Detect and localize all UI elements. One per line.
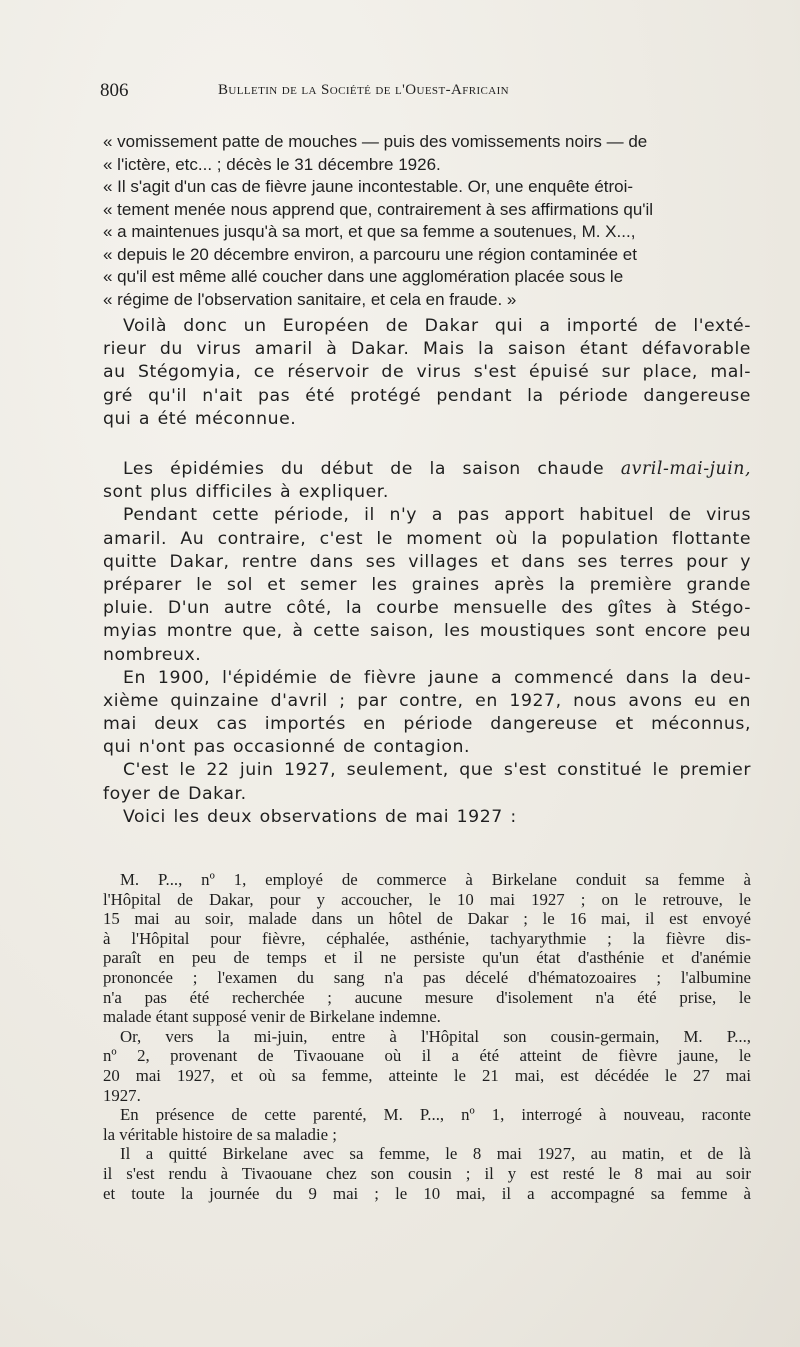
quote-line: « tement menée nous apprend que, contrairement à ses affirmations qu'il (103, 199, 654, 219)
observation-line: l'Hôpital de Dakar, pour y accoucher, le 10 mai 1927 ; on le retrouve, le (103, 889, 751, 909)
quoted-report (103, 131, 751, 311)
observation-line: prononcée ; l'examen du sang n'a pas décelé d'hématozoaires ; l'albumine (103, 967, 751, 987)
paragraph-line: Pendant cette période, il n'y a pas apport habituel de virus (123, 505, 751, 526)
observation-line: 20 mai 1927, et où sa femme, atteinte le 21 mai, est décédée le 27 mai (103, 1065, 751, 1085)
paragraph-epidemics (103, 458, 751, 829)
observation-line: et toute la journée du 9 mai ; le 10 mai, il a accompagné sa femme à (103, 1183, 751, 1203)
paragraph-line: mai deux cas importés en période dangereuse et méconnus, (103, 714, 751, 735)
paragraph-line: au Stégomyia, ce réservoir de virus s'est épuisé sur place, mal- (103, 362, 751, 383)
quote-line: « qu'il est même allé coucher dans une agglomération placée sous le (103, 267, 624, 286)
observation-line: la véritable histoire de sa maladie ; (103, 1124, 337, 1144)
running-title: Bulletin de la Société de l'Ouest-Africain (218, 82, 510, 98)
paragraph-line: qui n'ont pas occasionné de contagion. (103, 737, 471, 758)
paragraph-line: gré qu'il n'ait pas été protégé pendant la période dangereuse (103, 385, 751, 406)
paragraph-line: rieur du virus amaril à Dakar. Mais la saison étant défavorable (103, 339, 751, 360)
paragraph-line: quitte Dakar, rentre dans ses villages et dans ses terres pour y (103, 551, 751, 572)
paragraph-line: nombreux. (103, 644, 202, 665)
paragraph-line: En 1900, l'épidémie de fièvre jaune a commencé dans la deu- (123, 667, 751, 688)
observation-line: n'a pas été recherchée ; aucune mesure d'isolement n'a été prise, le (103, 987, 751, 1007)
paragraph-line: Voilà donc un Européen de Dakar qui a importé de l'exté- (123, 316, 751, 336)
paragraph-line: qui a été méconnue. (103, 408, 297, 429)
paragraph-line: foyer de Dakar. (103, 783, 247, 804)
quote-line: « a maintenues jusqu'à sa mort, et que sa femme a soutenues, M. X..., (103, 222, 636, 241)
observation-line: 1927. (103, 1085, 141, 1105)
paragraph-line: myias montre que, à cette saison, les moustiques sont encore peu (103, 621, 751, 642)
paragraph-line (103, 458, 751, 481)
paragraph-imported-case (103, 315, 751, 431)
observation-line: nº 2, provenant de Tivaouane où il a été atteint de fièvre jaune, le (103, 1046, 751, 1066)
paragraph-line: pluie. D'un autre côté, la courbe mensuelle des gîtes à Stégo- (103, 598, 751, 619)
observation-line: M. P..., nº 1, employé de commerce à Birkelane conduit sa femme à (120, 870, 751, 889)
observation-line: il s'est rendu à Tivaouane chez son cousin ; il y est resté le 8 mai au soir (103, 1163, 751, 1183)
paragraph-line: amaril. Au contraire, c'est le moment où la population flottante (103, 528, 751, 549)
observation-line: Or, vers la mi-juin, entre à l'Hôpital son cousin-germain, M. P..., (120, 1026, 751, 1046)
observation-line: malade étant supposé venir de Birkelane indemne. (103, 1007, 441, 1027)
quote-line: « vomissement patte de mouches — puis des vomissements noirs — de (103, 132, 648, 151)
quote-line: « régime de l'observation sanitaire, et cela en fraude. » (103, 289, 517, 309)
italic-months: avril-mai-juin, (620, 459, 751, 479)
paragraph-line: xième quinzaine d'avril ; par contre, en 1927, nous avons eu en (103, 690, 751, 711)
quote-line: « l'ictère, etc... ; décès le 31 décembre 1926. (103, 154, 441, 174)
page-number: 806 (100, 80, 129, 101)
observations (103, 870, 751, 1203)
observation-line: 15 mai au soir, malade dans un hôtel de Dakar ; le 16 mai, il est envoyé (103, 909, 751, 929)
paragraph-line: Voici les deux observations de mai 1927 : (123, 806, 517, 827)
paragraph-line-text: Les épidémies du début de la saison chaude (123, 459, 621, 479)
quote-line: « Il s'agit d'un cas de fièvre jaune incontestable. Or, une enquête étroi- (103, 177, 634, 196)
observation-line: à l'Hôpital pour fièvre, céphalée, asthénie, tachyarythmie ; la fièvre dis- (103, 928, 751, 948)
paragraph-line: sont plus difficiles à expliquer. (103, 482, 389, 503)
paragraph-line: préparer le sol et semer les graines après la première grande (103, 574, 751, 595)
paragraph-line: C'est le 22 juin 1927, seulement, que s'est constitué le premier (123, 760, 751, 781)
observation-line: En présence de cette parenté, M. P..., nº 1, interrogé à nouveau, raconte (120, 1105, 751, 1125)
observation-line: paraît en peu de temps et il ne persiste qu'un état d'asthénie et d'anémie (103, 948, 751, 968)
quote-line: « depuis le 20 décembre environ, a parcouru une région contaminée et (103, 244, 637, 264)
page-header (100, 80, 750, 110)
observation-line: Il a quitté Birkelane avec sa femme, le 8 mai 1927, au matin, et de là (120, 1144, 751, 1164)
